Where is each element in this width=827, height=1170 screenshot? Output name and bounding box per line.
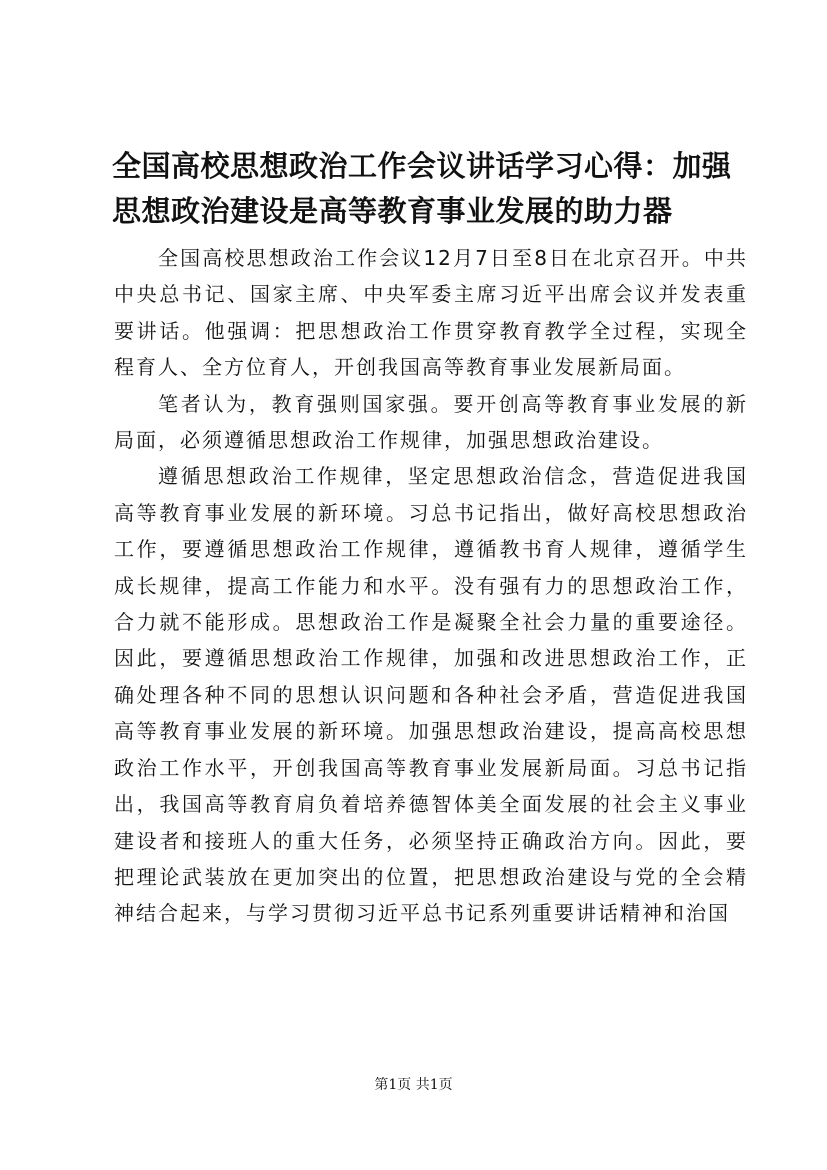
- paragraph-1: 全国高校思想政治工作会议12月7日至8日在北京召开。中共中央总书记、国家主席、中央军委主席习近平出席会议并发表重要讲话。他强调：把思想政治工作贯穿教育教学全过程，实现全程育人、全方位育人，开创我国高等教育事业发展新局面。: [114, 246, 748, 380]
- paragraph-2: 笔者认为，教育强则国家强。要开创高等教育事业发展的新局面，必须遵循思想政治工作规律，加强思想政治建设。: [114, 391, 748, 453]
- document-title: 全国高校思想政治工作会议讲话学习心得：加强思想政治建设是高等教育事业发展的助力器: [112, 149, 732, 228]
- document-body: [114, 240, 748, 932]
- paragraph-3: 遵循思想政治工作规律，坚定思想政治信念，营造促进我国高等教育事业发展的新环境。习总书记指出，做好高校思想政治工作，要遵循思想政治工作规律，遵循教书育人规律，遵循学生成长规律，提高工作能力和水平。没有强有力的思想政治工作，合力就不能形成。思想政治工作是凝聚全社会力量的重要途径。因此，要遵循思想政治工作规律，加强和改进思想政治工作，正确处理各种不同的思想认识问题和各种社会矛盾，营造促进我国高等教育事业发展的新环境。加强思想政治建设，提高高校思想政治工作水平，开创我国高等教育事业发展新局面。习总书记指出，我国高等教育肩负着培养德智体美全面发展的社会主义事业建设者和接班人的重大任务，必须坚持正确政治方向。因此，要把理论武装放在更加突出的位置，把思想政治建设与党的全会精神结合起来，与学习贯彻习近平总书记系列重要讲话精神和治国: [114, 464, 748, 926]
- page-footer: 第1页 共1页: [374, 1077, 453, 1093]
